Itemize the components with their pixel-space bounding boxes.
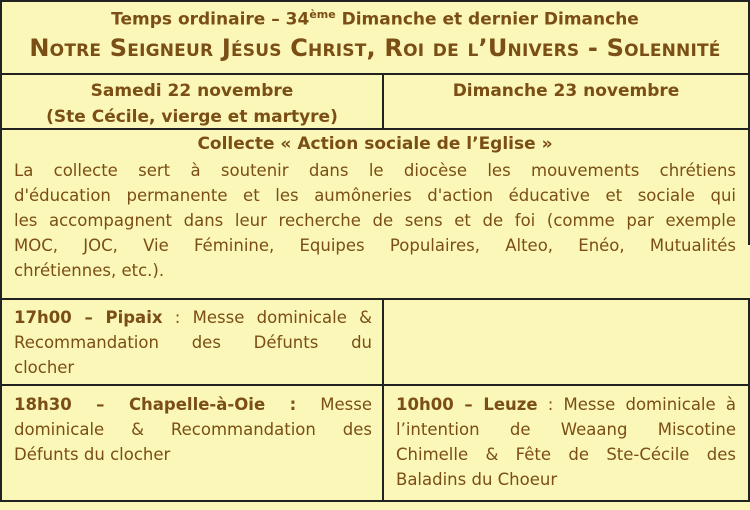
table-border-left [0,0,2,502]
collecte-line: MOC, JOC, Vie Féminine, Equipes Populaires, Alteo, Enéo, Mutualités [14,236,736,255]
solemnity-title: Notre Seigneur Jésus Christ, Roi de l’Univers - Solennité [29,34,721,62]
mass-leuze: 10h00 – Leuze : Messe dominicale à l’intention de Weaang Miscotine Chimelle & Fête de Ste-Cécile des Baladins du Choeur [396,395,736,489]
table-divider [0,73,750,75]
collecte-line: chrétiennes, etc.). [14,261,165,280]
collecte-line: les accompagnent dans leur recherche de sens et de foi (comme par exemple [14,211,736,230]
table-divider [0,384,750,386]
saturday-date: Samedi 22 novembre [90,81,294,101]
sunday-date: Dimanche 23 novembre [452,81,680,101]
mass-time-place: 17h00 – Pipaix [14,308,163,327]
mass-time-place: 10h00 – Leuze [396,395,538,414]
mass-chapelle-a-oie: 18h30 – Chapelle-à-Oie : Messe dominicale & Recommandation des Défunts du clocher [14,395,372,464]
collecte-description [14,158,736,283]
mass-pipaix: 17h00 – Pipaix : Messe dominicale & Recommandation des Défunts du clocher [14,308,372,377]
column-divider [382,298,384,502]
liturgical-period-title: Temps ordinaire – 34ème Dimanche et dernier Dimanche [111,8,639,30]
collecte-line: La collecte sert à soutenir dans le diocèse les mouvements chrétiens [14,161,736,180]
collecte-line: d'éducation permanente et les aumôneries d'action éducative et sociale qui [14,186,736,205]
table-border-top [0,0,750,2]
collecte-title: Collecte « Action sociale de l’Eglise » [197,134,553,154]
saturday-saint: (Ste Cécile, vierge et martyre) [46,107,338,127]
saturday-header [2,78,382,130]
table-border-bottom [0,500,750,502]
table-divider [0,298,750,300]
mass-time-place: 18h30 – Chapelle-à-Oie : [14,395,297,414]
